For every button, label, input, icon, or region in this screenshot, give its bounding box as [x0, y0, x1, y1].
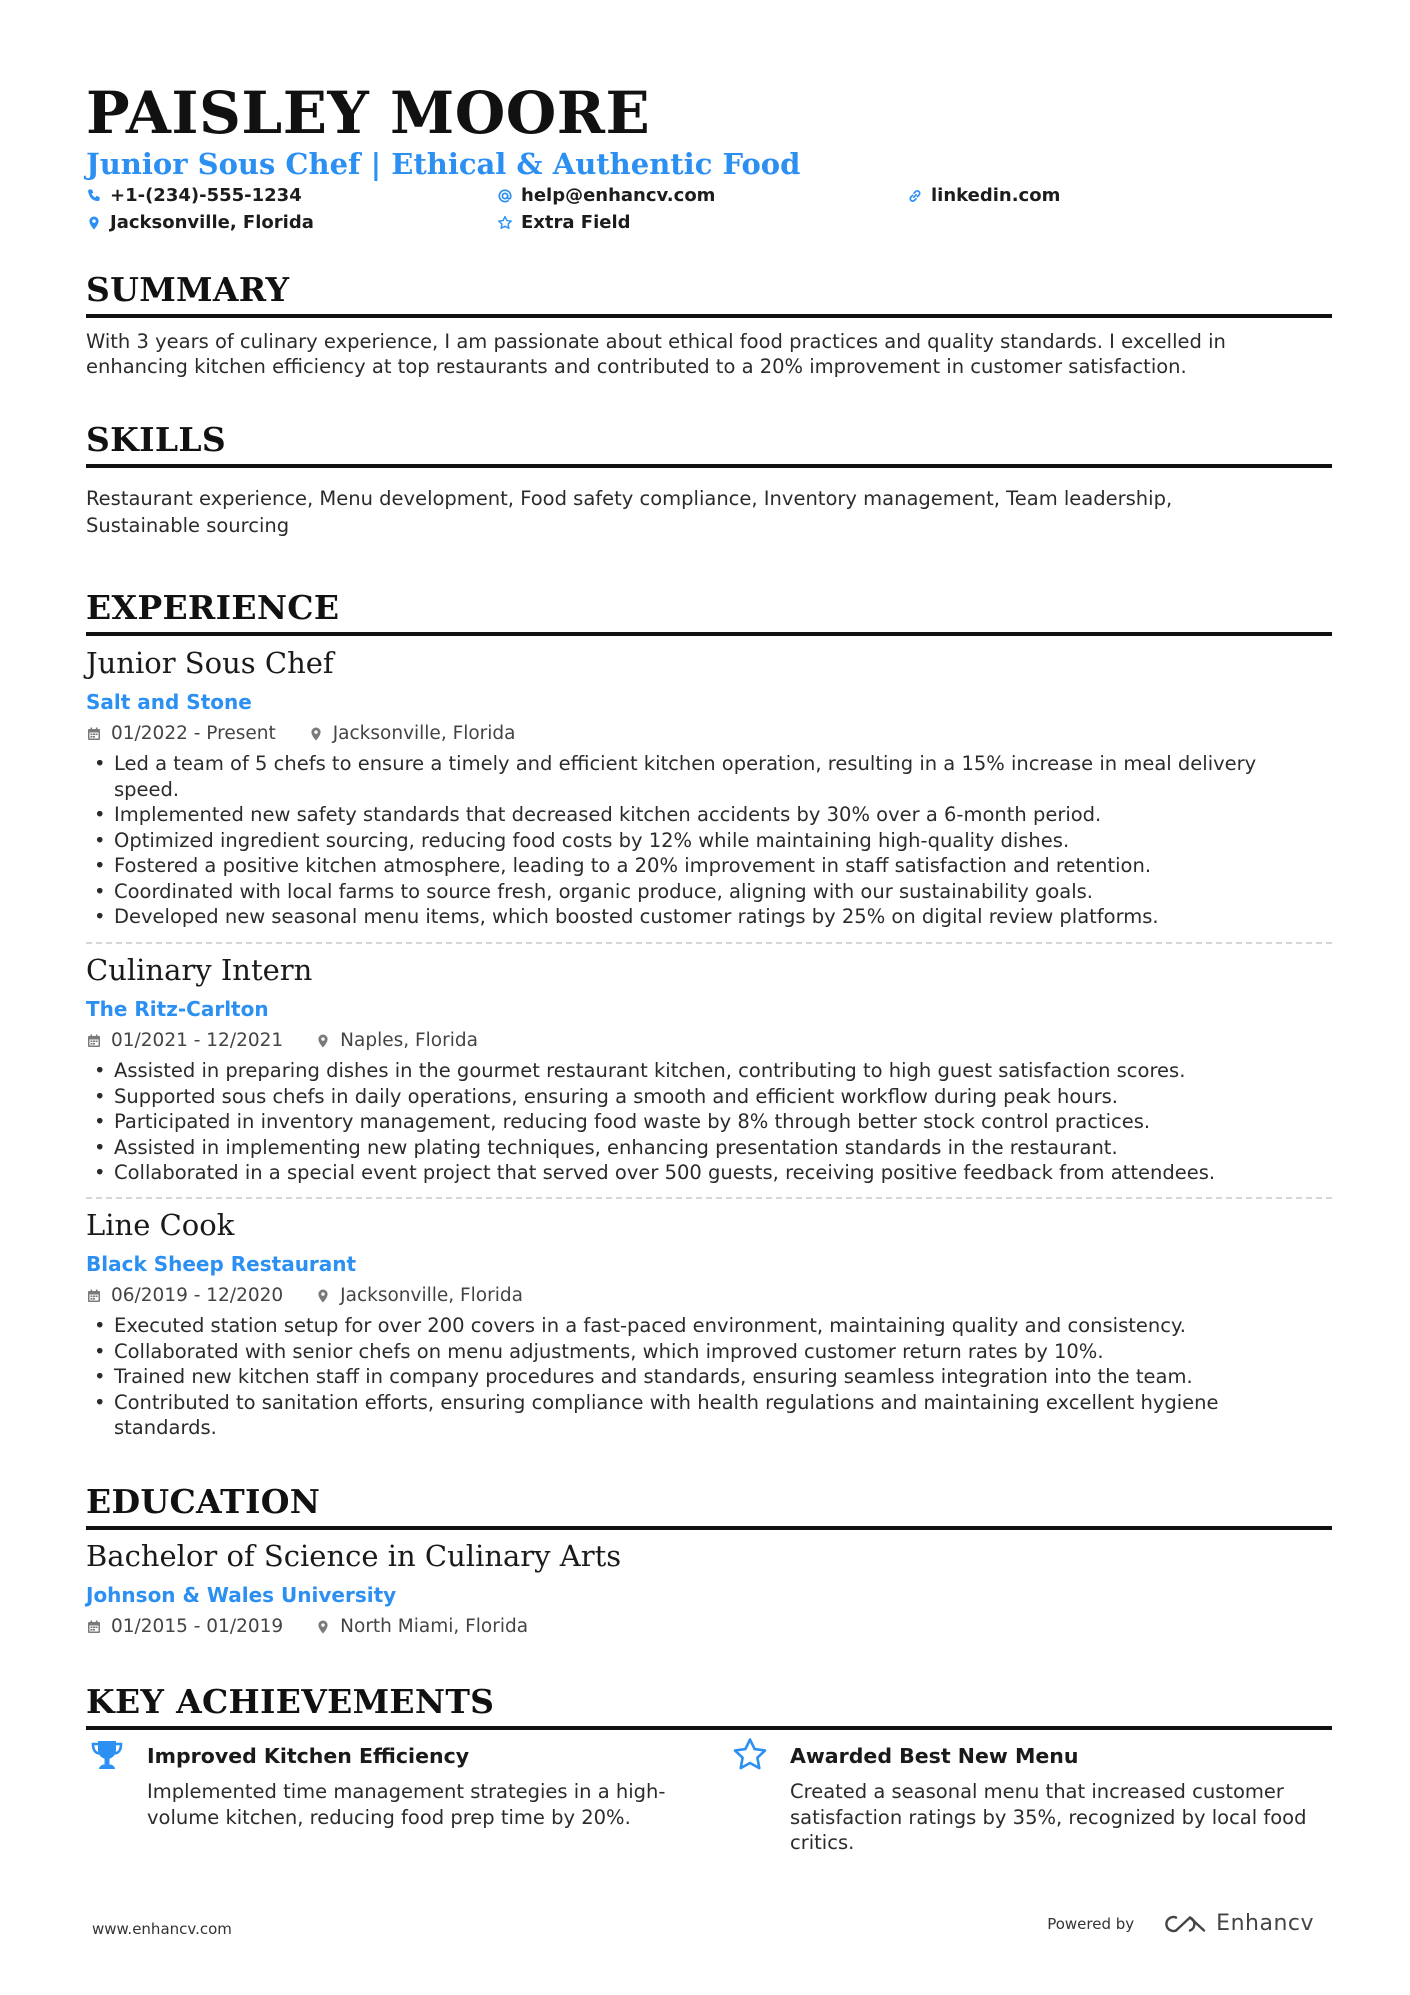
calendar-icon	[86, 726, 102, 742]
job-location: Jacksonville, Florida	[340, 1285, 523, 1306]
powered-by-label: Powered by	[1047, 1914, 1135, 1933]
list-item: • Trained new kitchen staff in company procedures and standards, ensuring seamless integration into the team.	[86, 1364, 1332, 1390]
contact-email-text: help@enhancv.com	[521, 185, 716, 206]
list-item: • Supported sous chefs in daily operations, ensuring a smooth and efficient workflow during peak hours.	[86, 1084, 1332, 1110]
contact-email[interactable]	[497, 183, 715, 209]
location-pin-icon	[86, 215, 102, 231]
contact-location-text: Jacksonville, Florida	[110, 212, 314, 233]
achievement-title: Improved Kitchen Efficiency	[147, 1744, 470, 1768]
list-item: • Coordinated with local farms to source fresh, organic produce, aligning with our sustainability goals.	[86, 879, 1332, 905]
location-pin-icon	[315, 1288, 331, 1304]
candidate-name: PAISLEY MOORE	[86, 79, 651, 147]
list-item: • Implemented new safety standards that decreased kitchen accidents by 30% over a 6-month period.	[86, 802, 1332, 828]
school-name[interactable]: Johnson & Wales University	[86, 1583, 397, 1607]
section-title-skills: SKILLS	[86, 420, 1332, 468]
contact-extra-field	[497, 210, 631, 236]
link-icon	[907, 188, 923, 204]
education-location: North Miami, Florida	[340, 1616, 529, 1637]
job-meta	[86, 1029, 478, 1053]
list-item: • Assisted in implementing new plating techniques, enhancing presentation standards in the restaurant.	[86, 1135, 1332, 1161]
list-item: • Led a team of 5 chefs to ensure a timely and efficient kitchen operation, resulting in a 15% increase in meal delivery speed.	[86, 751, 1266, 802]
company-name[interactable]: Black Sheep Restaurant	[86, 1252, 357, 1276]
calendar-icon	[86, 1288, 102, 1304]
section-title-experience: EXPERIENCE	[86, 588, 1332, 636]
location-pin-icon	[315, 1033, 331, 1049]
job-meta	[86, 1284, 523, 1308]
achievement-description: Implemented time management strategies in a high-volume kitchen, reducing food prep time by 20%.	[147, 1780, 666, 1829]
job-bullets	[86, 1313, 1332, 1441]
job-title: Line Cook	[86, 1208, 235, 1242]
contact-phone[interactable]	[86, 183, 302, 209]
contact-phone-text: +1-(234)-555-1234	[110, 185, 302, 206]
candidate-headline: Junior Sous Chef | Ethical & Authentic Food	[86, 147, 801, 181]
enhancv-brand-text: Enhancv	[1216, 1911, 1314, 1936]
job-bullets	[86, 751, 1332, 930]
job-title: Culinary Intern	[86, 953, 313, 987]
education-meta	[86, 1615, 528, 1639]
enhancv-logo-icon	[1160, 1912, 1206, 1936]
list-item: • Collaborated in a special event project that served over 500 guests, receiving positive feedback from attendees.	[86, 1160, 1332, 1186]
list-item: • Executed station setup for over 200 covers in a fast-paced environment, maintaining quality and consistency.	[86, 1313, 1332, 1339]
section-title-education: EDUCATION	[86, 1482, 1332, 1530]
at-icon	[497, 188, 513, 204]
summary-text: With 3 years of culinary experience, I am passionate about ethical food practices and quality standards. I excelled in enhancing kitchen efficiency at top restaurants and contributed to a 20% improvement in customer satisfaction.	[86, 330, 1226, 378]
job-location: Naples, Florida	[340, 1030, 478, 1051]
section-title-key-achievements: KEY ACHIEVEMENTS	[86, 1682, 1332, 1730]
list-item: • Developed new seasonal menu items, which boosted customer ratings by 25% on digital review platforms.	[86, 904, 1332, 930]
contact-linkedin-text: linkedin.com	[931, 185, 1061, 206]
location-pin-icon	[315, 1619, 331, 1635]
calendar-icon	[86, 1033, 102, 1049]
list-item: • Contributed to sanitation efforts, ensuring compliance with health regulations and maintaining excellent hygiene standards.	[86, 1390, 1266, 1441]
section-title-summary: SUMMARY	[86, 270, 1332, 318]
enhancv-logo[interactable]	[1160, 1911, 1314, 1936]
degree-title: Bachelor of Science in Culinary Arts	[86, 1539, 622, 1573]
job-divider	[86, 1197, 1332, 1199]
list-item: • Optimized ingredient sourcing, reducing food costs by 12% while maintaining high-quality dishes.	[86, 828, 1332, 854]
trophy-icon	[88, 1736, 126, 1774]
job-dates: 06/2019 - 12/2020	[111, 1285, 284, 1306]
achievement-title: Awarded Best New Menu	[790, 1744, 1079, 1768]
job-dates: 01/2022 - Present	[111, 723, 276, 744]
job-dates: 01/2021 - 12/2021	[111, 1030, 284, 1051]
location-pin-icon	[308, 726, 324, 742]
list-item: • Assisted in preparing dishes in the gourmet restaurant kitchen, contributing to high guest satisfaction scores.	[86, 1058, 1332, 1084]
contact-location	[86, 210, 314, 236]
contact-extra-field-text: Extra Field	[521, 212, 631, 233]
achievement-description: Created a seasonal menu that increased customer satisfaction ratings by 35%, recognized by local food critics.	[790, 1780, 1307, 1854]
list-item: • Collaborated with senior chefs on menu adjustments, which improved customer return rates by 10%.	[86, 1339, 1332, 1365]
list-item: • Participated in inventory management, reducing food waste by 8% through better stock control practices.	[86, 1109, 1332, 1135]
job-bullets	[86, 1058, 1332, 1186]
skills-text: Restaurant experience, Menu development, Food safety compliance, Inventory management, Team leadership, Sustainable sourcing	[86, 487, 1173, 537]
list-item: • Fostered a positive kitchen atmosphere, leading to a 20% improvement in staff satisfaction and retention.	[86, 853, 1332, 879]
job-title: Junior Sous Chef	[86, 646, 334, 680]
footer-website[interactable]: www.enhancv.com	[92, 1920, 232, 1938]
footer-powered-by[interactable]	[1047, 1911, 1314, 1936]
calendar-icon	[86, 1619, 102, 1635]
contact-linkedin[interactable]	[907, 183, 1060, 209]
job-location: Jacksonville, Florida	[332, 723, 516, 744]
company-name[interactable]: Salt and Stone	[86, 690, 252, 714]
job-meta	[86, 722, 516, 746]
company-name[interactable]: The Ritz-Carlton	[86, 997, 269, 1021]
phone-icon	[86, 188, 102, 204]
job-divider	[86, 942, 1332, 944]
star-outline-icon	[731, 1736, 769, 1774]
star-icon	[497, 215, 513, 231]
education-dates: 01/2015 - 01/2019	[111, 1616, 284, 1637]
